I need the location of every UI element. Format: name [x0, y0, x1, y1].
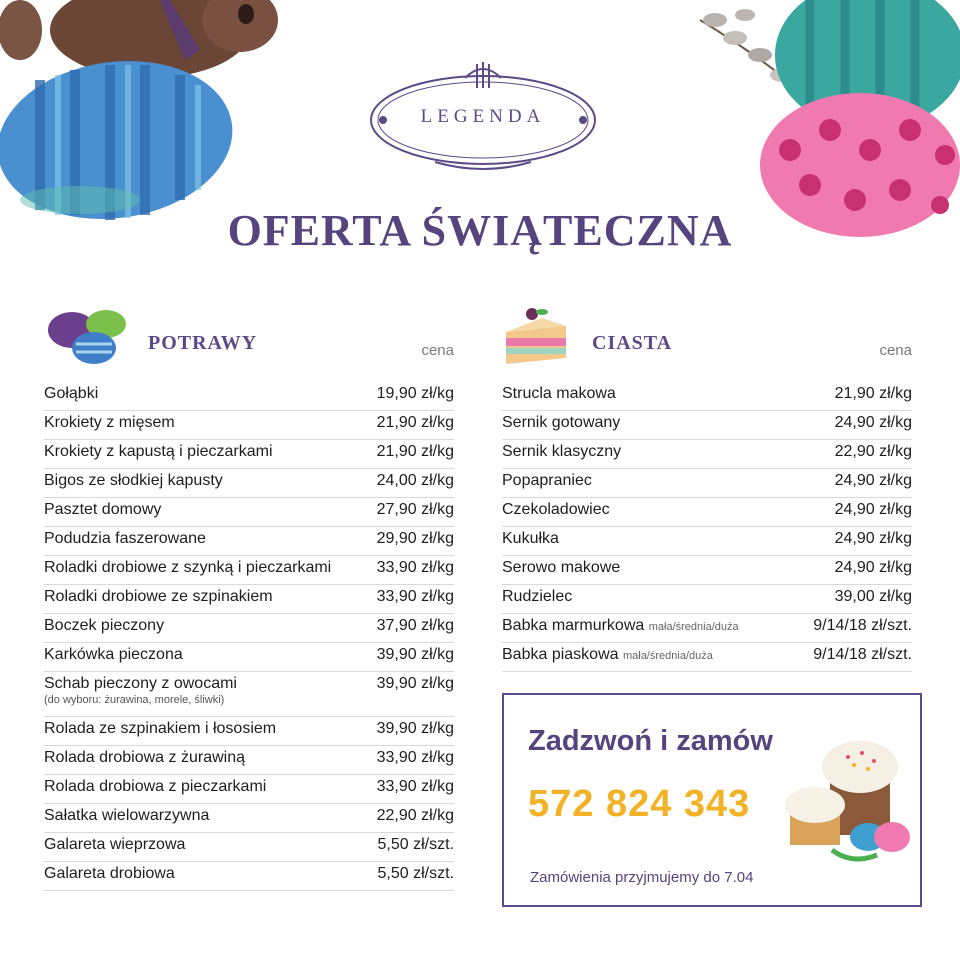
item-name-cell	[502, 585, 572, 606]
item-price: 33,90 zł/kg	[376, 778, 454, 795]
item-name: Roladki drobiowe z szynką i pieczarkami	[44, 559, 332, 576]
item-name: Krokiety z mięsem	[44, 414, 175, 431]
item-name: Rolada drobiowa z pieczarkami	[44, 778, 267, 795]
item-name: Sałatka wielowarzywna	[44, 807, 210, 824]
item-name: Krokiety z kapustą i pieczarkami	[44, 443, 273, 460]
item-price: 27,90 zł/kg	[376, 501, 454, 518]
blue-easter-egg	[0, 50, 240, 230]
item-price: 39,90 zł/kg	[376, 646, 454, 663]
menu-row	[502, 556, 912, 585]
cakes-price-header: cena	[879, 342, 912, 359]
item-name-cell	[44, 469, 223, 490]
easter-cake-illustration	[782, 725, 920, 875]
logo-text: LEGENDA	[420, 106, 546, 127]
menu-row	[44, 411, 454, 440]
item-price: 24,90 zł/kg	[834, 559, 912, 576]
item-name-cell	[502, 556, 620, 577]
menu-row	[502, 614, 912, 643]
menu-row	[44, 527, 454, 556]
item-size-options: mała/średnia/duża	[622, 650, 713, 662]
item-note: (do wyboru: żurawina, morele, śliwki)	[44, 694, 225, 706]
item-name: Galareta drobiowa	[44, 865, 175, 882]
item-name-cell	[44, 411, 175, 432]
item-name-cell	[44, 833, 185, 854]
restaurant-logo	[365, 58, 601, 176]
item-price: 37,90 zł/kg	[376, 617, 454, 634]
item-name-cell	[44, 527, 206, 548]
item-price: 19,90 zł/kg	[376, 385, 454, 402]
menu-row	[502, 585, 912, 614]
item-name-cell	[502, 614, 739, 635]
item-name-cell	[502, 469, 592, 490]
dishes-heading: POTRAWY	[148, 332, 258, 354]
item-price: 21,90 zł/kg	[376, 443, 454, 460]
dishes-section	[44, 300, 454, 891]
menu-row	[44, 833, 454, 862]
cakes-header	[502, 300, 912, 382]
item-name: Podudzia faszerowane	[44, 530, 206, 547]
menu-row	[44, 585, 454, 614]
item-name: Rudzielec	[502, 588, 573, 605]
menu-row	[502, 411, 912, 440]
order-box	[502, 693, 922, 907]
item-name: Roladki drobiowe ze szpinakiem	[44, 588, 273, 605]
item-price: 33,90 zł/kg	[376, 749, 454, 766]
order-title: Zadzwoń i zamów	[528, 725, 773, 757]
item-name: Galareta wieprzowa	[44, 836, 186, 853]
item-price: 21,90 zł/kg	[834, 385, 912, 402]
item-name: Strucla makowa	[502, 385, 616, 402]
menu-row	[502, 440, 912, 469]
item-price: 5,50 zł/szt.	[377, 865, 454, 882]
cakes-section	[502, 300, 912, 672]
item-name: Gołąbki	[44, 385, 99, 402]
item-name-cell	[502, 440, 621, 461]
menu-row	[44, 498, 454, 527]
menu-row	[44, 382, 454, 411]
item-price: 39,90 zł/kg	[376, 675, 454, 692]
menu-row	[44, 862, 454, 891]
item-price: 22,90 zł/kg	[376, 807, 454, 824]
menu-row	[44, 614, 454, 643]
menu-row	[502, 469, 912, 498]
item-name-cell	[502, 527, 559, 548]
item-price: 9/14/18 zł/szt.	[813, 646, 912, 663]
item-price: 29,90 zł/kg	[376, 530, 454, 547]
item-name-cell	[502, 643, 713, 664]
item-name-cell	[44, 775, 266, 796]
item-name-cell	[44, 382, 98, 403]
item-name: Rolada drobiowa z żurawiną	[44, 749, 245, 766]
item-price: 24,90 zł/kg	[834, 472, 912, 489]
order-deadline-note: Zamówienia przyjmujemy do 7.04	[530, 869, 754, 886]
item-price: 21,90 zł/kg	[376, 414, 454, 431]
item-name: Rolada ze szpinakiem i łososiem	[44, 720, 277, 737]
item-name: Boczek pieczony	[44, 617, 165, 634]
menu-row	[44, 556, 454, 585]
item-name-cell	[44, 746, 245, 767]
phone-number[interactable]: 572 824 343	[528, 783, 751, 825]
item-price: 24,90 zł/kg	[834, 501, 912, 518]
menu-row	[502, 382, 912, 411]
item-name: Schab pieczony z owocami	[44, 675, 237, 692]
item-price: 9/14/18 zł/szt.	[813, 617, 912, 634]
cakes-list	[502, 382, 912, 672]
item-name: Serowo makowe	[502, 559, 621, 576]
item-price: 22,90 zł/kg	[834, 443, 912, 460]
menu-row	[44, 746, 454, 775]
item-name-cell	[44, 556, 331, 577]
item-name-cell	[44, 585, 273, 606]
menu-row	[44, 775, 454, 804]
menu-row	[502, 527, 912, 556]
item-name: Bigos ze słodkiej kapusty	[44, 472, 223, 489]
item-name-cell	[502, 382, 616, 403]
menu-row	[44, 440, 454, 469]
item-name-cell	[44, 672, 237, 706]
dishes-header	[44, 300, 454, 382]
item-name-cell	[44, 643, 183, 664]
item-name-cell	[44, 717, 276, 738]
cakes-heading: CIASTA	[592, 332, 673, 354]
eggs-icon	[44, 300, 134, 370]
menu-row	[44, 469, 454, 498]
item-name: Sernik klasyczny	[502, 443, 622, 460]
page-title: OFERTA ŚWIĄTECZNA	[227, 206, 733, 255]
menu-row	[44, 643, 454, 672]
item-size-options: mała/średnia/duża	[648, 621, 739, 633]
item-name-cell	[44, 862, 175, 883]
item-name: Babka marmurkowa	[502, 617, 645, 634]
cake-slice-icon	[502, 300, 572, 370]
menu-row	[502, 643, 912, 672]
item-name: Babka piaskowa	[502, 646, 619, 663]
item-price: 39,00 zł/kg	[834, 588, 912, 605]
item-price: 24,00 zł/kg	[376, 472, 454, 489]
menu-row	[44, 717, 454, 746]
item-name-cell	[44, 498, 161, 519]
menu-row	[44, 672, 454, 717]
menu-row	[502, 498, 912, 527]
item-name-cell	[44, 614, 164, 635]
item-name: Kukułka	[502, 530, 559, 547]
item-name-cell	[502, 498, 610, 519]
item-name-cell	[44, 804, 209, 825]
menu-row	[44, 804, 454, 833]
item-price: 5,50 zł/szt.	[377, 836, 454, 853]
item-name: Sernik gotowany	[502, 414, 621, 431]
dishes-list	[44, 382, 454, 891]
item-price: 33,90 zł/kg	[376, 559, 454, 576]
item-price: 24,90 zł/kg	[834, 530, 912, 547]
item-name-cell	[502, 411, 620, 432]
item-name: Popapraniec	[502, 472, 592, 489]
item-name-cell	[44, 440, 273, 461]
item-price: 24,90 zł/kg	[834, 414, 912, 431]
dishes-price-header: cena	[421, 342, 454, 359]
item-price: 33,90 zł/kg	[376, 588, 454, 605]
item-name: Czekoladowiec	[502, 501, 610, 518]
item-name: Karkówka pieczona	[44, 646, 183, 663]
item-name: Pasztet domowy	[44, 501, 162, 518]
item-price: 39,90 zł/kg	[376, 720, 454, 737]
